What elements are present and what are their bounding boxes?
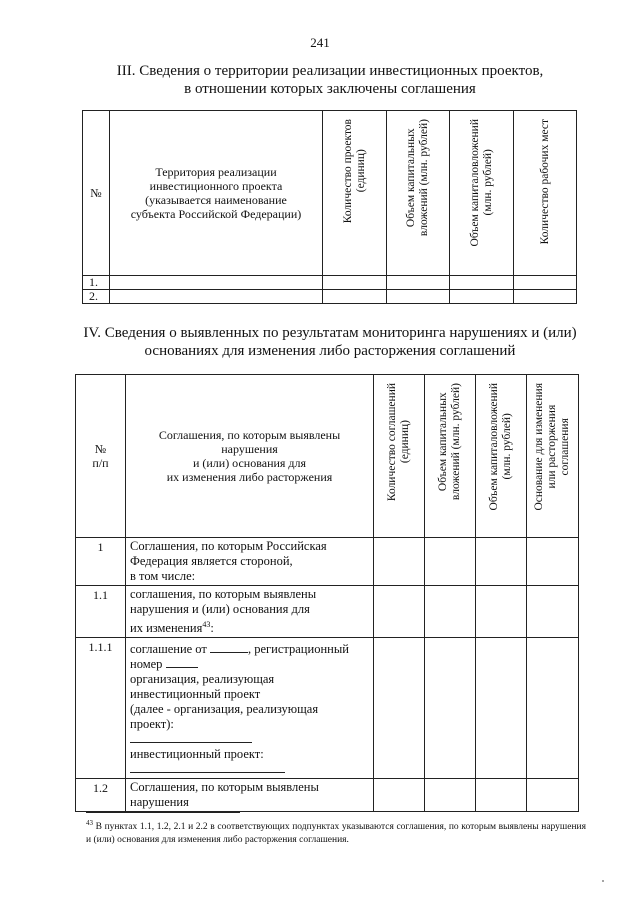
header-line: Соглашения, по которым выявлены [158,428,341,442]
table-row [76,538,579,586]
row-text: Соглашения, по которым выявлены нарушения [126,779,374,812]
col-header-capital [425,375,476,538]
cell [425,586,476,638]
row-number: 1 [76,538,126,586]
col-header-number [76,375,126,538]
row-text: соглашения, по которым выявлены нарушения и (или) основания для их изменения$^{43}$: [126,586,374,638]
col-header-count [374,375,425,538]
vertical-header: Основание для изменения или расторжения соглашения [533,383,571,511]
cell [514,276,577,290]
col-header-territory [110,111,323,276]
territory-table [82,110,577,304]
cell [527,779,579,812]
col-header-number: № [83,111,110,276]
vertical-header: Количество проектов (единиц) [341,119,367,224]
row-text: Соглашения, по которым Российская Федерация является стороной, в том числе: [126,538,374,586]
scan-speck [602,880,604,882]
blank-line [210,642,248,653]
vertical-header: Объем капитальных вложений (млн. рублей) [405,119,430,237]
row-number: 1.2 [76,779,126,812]
cell [425,538,476,586]
footnote [86,817,586,847]
cell [425,779,476,812]
section-3-title-line-2: в отношении которых заключены соглашения [184,81,476,97]
cell [527,538,579,586]
cell [476,586,527,638]
table-row [83,290,577,304]
blank-line [130,732,252,743]
vertical-header: Объем капитальных вложений (млн. рублей) [437,383,462,501]
cell [476,538,527,586]
cell [425,638,476,779]
footnote-number: 43 [86,819,93,827]
cell [514,290,577,304]
vertical-header: Количество рабочих мест [538,119,551,245]
header-line: п/п [92,456,109,470]
cell [323,276,387,290]
section-4-title-line-2: основаниях для изменения либо расторжения соглашений [144,343,516,359]
cell [450,276,514,290]
row-number: 1.1.1 [76,638,126,779]
col-header-investments [450,111,514,276]
row-number: 1. [83,276,110,290]
row-number: 1.1 [76,586,126,638]
vertical-header: Объем капиталовложений (млн. рублей) [468,119,494,247]
cell [527,638,579,779]
cell [374,638,425,779]
violations-table [75,374,579,812]
section-3-title [60,62,600,98]
col-header-projects [323,111,387,276]
header-line: их изменения либо расторжения [166,470,333,484]
cell [374,779,425,812]
col-header-capital [387,111,450,276]
vertical-header: Количество соглашений (единиц) [386,383,411,502]
vertical-header: Объем капиталовложений (млн. рублей) [488,383,513,511]
cell [476,779,527,812]
cell [374,586,425,638]
row-number: 2. [83,290,110,304]
header-line: № [94,442,107,456]
cell [476,638,527,779]
header-line: и (или) основания для [192,456,307,470]
col-header-investments [476,375,527,538]
blank-line [166,657,198,668]
col-header-agreements [126,375,374,538]
cell [110,276,323,290]
footnote-ref: 43 [202,620,211,629]
page-number: 241 [310,35,330,50]
section-3-title-line-1: III. Сведения о территории реализации инвестиционных проектов, [116,63,544,79]
violations-table-header [76,375,579,538]
header-line: нарушения [221,442,278,456]
table-row [83,276,577,290]
header-line: Территория реализации [155,165,277,179]
footnote-divider [86,812,240,813]
header-line: инвестиционного проекта [149,179,283,193]
cell [374,538,425,586]
cell [527,586,579,638]
cell [323,290,387,304]
header-line: субъекта Российской Федерации) [130,207,302,221]
table-row [76,779,579,812]
cell [387,290,450,304]
row-text: соглашение от , регистрационный номер организация, реализующая инвестиционный проект (далее - организация, реализующая проект): инвестиционный проект: [126,638,374,779]
cell [110,290,323,304]
section-4-title-line-1: IV. Сведения о выявленных по результатам мониторинга нарушениях и (или) [83,325,577,341]
section-4-title [60,324,600,360]
cell [450,290,514,304]
cell [387,276,450,290]
table-row [76,638,579,779]
table-row [76,586,579,638]
col-header-jobs [514,111,577,276]
blank-line [130,762,285,773]
col-header-basis [527,375,579,538]
footnote-text: В пунктах 1.1, 1.2, 2.1 и 2.2 в соответствующих подпунктах указываются соглашения, по которым выявлены нарушения и (или) основания для изменения либо расторжения соглашения. [86,822,586,846]
header-line: (указывается наименование [145,193,287,207]
territory-table-header [83,111,577,276]
